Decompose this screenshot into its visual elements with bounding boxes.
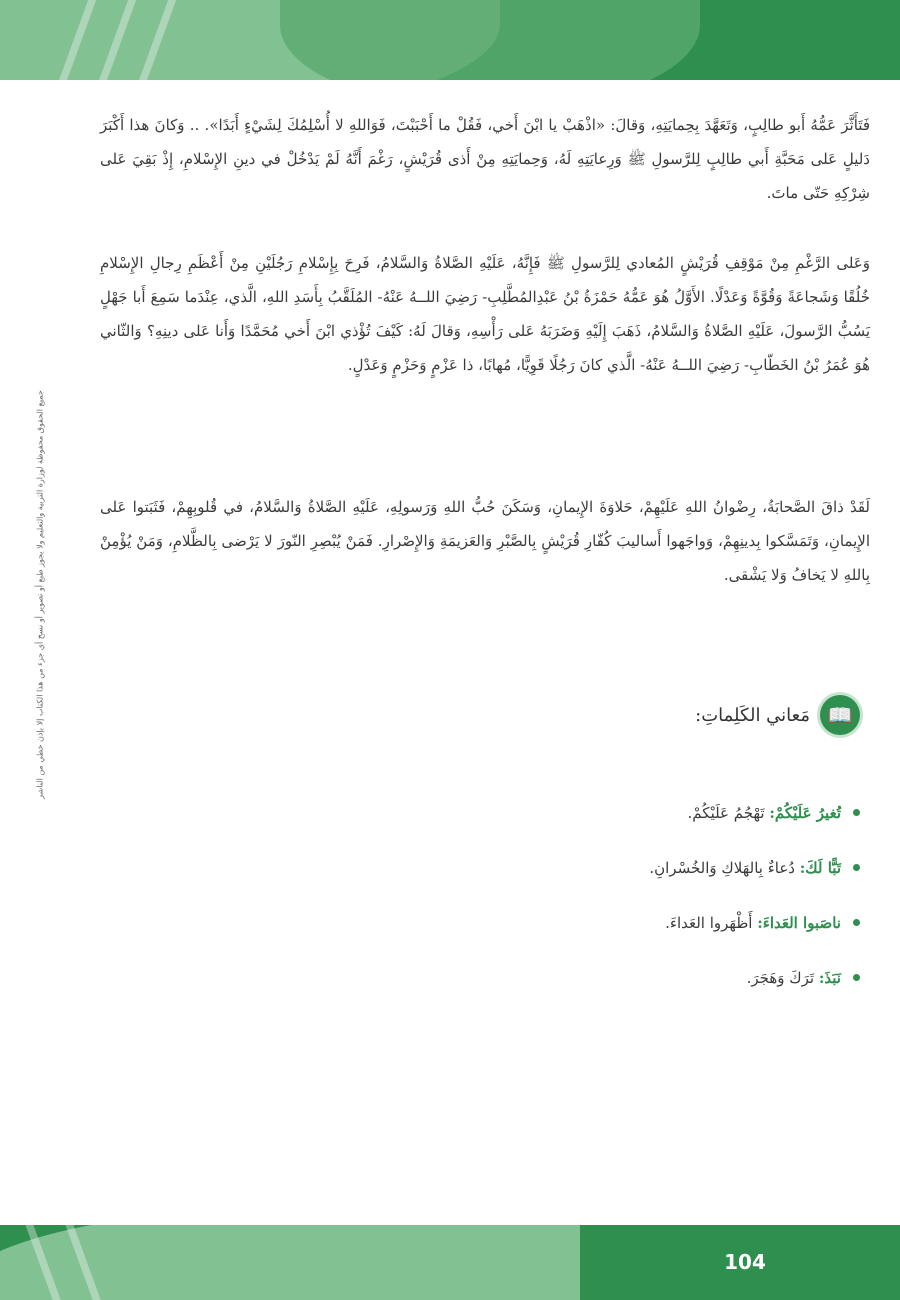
glossary-meaning: تَرَكَ وَهَجَرَ. (746, 968, 815, 987)
page-number: 104 (724, 1250, 766, 1274)
glossary-list (420, 785, 860, 1005)
glossary-meaning: أَظْهَروا العَداءَ. (665, 913, 753, 932)
glossary-item (420, 950, 860, 1005)
paragraph-1: فَتَأَثَّرَ عَمُّهُ أَبو طالِبٍ، وَتَعَهَّدَ بِحِمايَتِهِ، وَقالَ: «اذْهَبْ يا ابْنَ أَخي، فَقُلْ ما أَحْبَبْتَ، فَوَاللهِ لا أُسْلِمُكَ لِشَيْءٍ أَبَدًا». .. وَكانَ هذا أَكْبَرَ دَليلٍ عَلى مَحَبَّةِ أَبي طالِبٍ لِلرَّسولِ ﷺ وَرِعايَتِهِ لَهُ، وَحِمايَتِهِ مِنْ أَذى قُرَيْشٍ، رَغْمَ أَنَّهُ لَمْ يَدْخُلْ في دينِ الإِسْلامِ، إِذْ بَقِيَ عَلى شِرْكِهِ حَتّى ماتَ. (100, 116, 870, 202)
glossary-item (420, 785, 860, 840)
glossary-item (420, 895, 860, 950)
book-icon: 📖 (820, 695, 860, 735)
copyright-note: جميع الحقوق محفوظة لوزارة التربية والتعليم ولا يجوز طبع أو تصوير أو نسخ أي جزء من هذا الكتاب إلا بإذن خطي من الناشر (35, 390, 45, 799)
glossary-meaning: تَهْجُمُ عَلَيْكُمْ. (687, 803, 765, 822)
paragraph-2: وَعَلى الرَّغْمِ مِنْ مَوْقِفِ قُرَيْشٍ المُعادي لِلرَّسولِ ﷺ فَإِنَّهُ، عَلَيْهِ الصَّلاةُ وَالسَّلامُ، فَرِحَ بِإِسْلامِ رَجُلَيْنِ مِنْ أَعْظَمِ رِجالِ الإِسْلامِ خُلُقًا وَشَجاعَةً وَقُوَّةً وَعَدْلًا. الأَوَّلُ هُوَ عَمُّهُ حَمْزَةُ بْنُ عَبْدِالمُطَّلِبِ- رَضِيَ اللــهُ عَنْهُ- المُلَقَّبُ بِأَسَدِ اللهِ، الَّذي، عِنْدَما سَمِعَ أَبا جَهْلٍ يَسُبُّ الرَّسولَ، عَلَيْهِ الصَّلاةُ وَالسَّلامُ، ذَهَبَ إِلَيْهِ وَضَرَبَهُ عَلى رَأْسِهِ، وَقالَ لَهُ: كَيْفَ تُؤْذي ابْنَ أَخي مُحَمَّدًا وَأَنا عَلى دينِهِ؟ وَالثّاني هُوَ عُمَرُ بْنُ الخَطّابِ- رَضِيَ اللــهُ عَنْهُ- الَّذي كانَ رَجُلًا قَوِيًّا، مُهابًا، ذا عَزْمٍ وَحَزْمٍ وَعَدْلٍ. (100, 254, 870, 374)
bullet-icon (853, 864, 860, 871)
glossary-term: تَبًّا لَكَ: (799, 858, 841, 877)
paragraph-3: لَقَدْ ذاقَ الصَّحابَةُ، رِضْوانُ اللهِ عَلَيْهِمْ، حَلاوَةَ الإِيمانِ، وَسَكَنَ حُبُّ اللهِ وَرَسولِهِ، عَلَيْهِ الصَّلاةُ وَالسَّلامُ، في قُلوبِهِمْ، فَثَبَتوا عَلى الإِيمانِ، وَتَمَسَّكوا بِدينِهِمْ، وَواجَهوا أَساليبَ كُفّارِ قُرَيْشٍ بِالصَّبْرِ وَالعَزيمَةِ وَالإِصْرارِ. فَمَنْ يُبْصِرِ النّورَ لا يَرْضى بِالظَّلامِ، وَمَنْ يُؤْمِنْ بِاللهِ لا يَخافُ وَلا يَشْقى. (100, 498, 870, 584)
glossary-heading (560, 692, 860, 738)
bullet-icon (853, 974, 860, 981)
glossary-title: مَعاني الكَلِماتِ: (695, 704, 810, 726)
bullet-icon (853, 809, 860, 816)
glossary-term: تُغيرُ عَلَيْكُمْ: (769, 803, 841, 822)
glossary-term: ناصَبوا العَداءَ: (757, 913, 841, 932)
glossary-item (420, 840, 860, 895)
header-decoration (0, 0, 900, 80)
glossary-meaning: دُعاءٌ بِالهَلاكِ وَالخُسْرانِ. (649, 858, 795, 877)
bullet-icon (853, 919, 860, 926)
glossary-term: نَبَذَ: (818, 968, 841, 987)
